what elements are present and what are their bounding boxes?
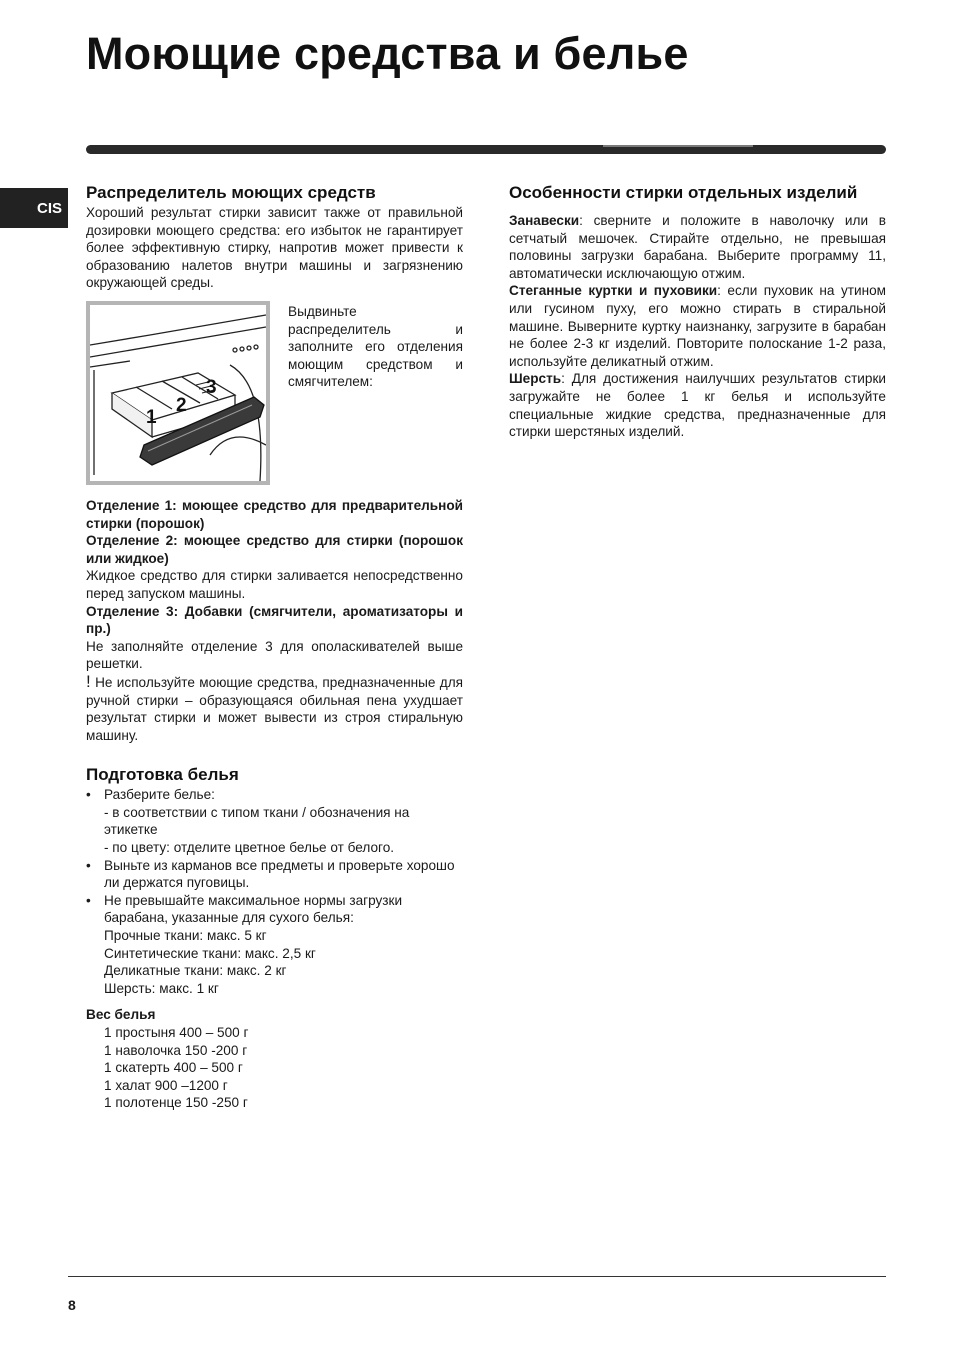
load-limit-1: Прочные ткани: макс. 5 кг: [104, 928, 267, 944]
compartment-3: Отделение 3: Добавки (смягчители, ароматизаторы и пр.): [86, 603, 463, 637]
language-tab: CIS: [0, 188, 68, 228]
load-limit-3: Деликатные ткани: макс. 2 кг: [104, 963, 287, 979]
prep-bullet-1-sub-1: - в соответствии с типом ткани / обозначения на этикетке: [104, 804, 410, 838]
compartment-3-note: Не заполняйте отделение 3 для ополаскивателей выше решетки.: [86, 638, 463, 672]
curtains-label: Занавески: [509, 213, 580, 228]
wool-label: Шерсть: [509, 371, 562, 387]
list-item: [86, 892, 463, 998]
compartment-1: Отделение 1: моющее средство для предварительной стирки (порошок): [86, 497, 463, 531]
wool-paragraph: [509, 370, 886, 440]
footer-divider: [68, 1276, 886, 1277]
prep-heading: Подготовка белья: [86, 765, 239, 785]
weight-item: 1 простыня 400 – 500 г: [104, 1025, 249, 1040]
list-item: [86, 857, 463, 892]
compartments-block: [86, 497, 463, 744]
dispenser-figure-row: [86, 301, 463, 485]
page-number: 8: [68, 1297, 76, 1313]
title-divider-highlight: [603, 145, 753, 147]
title-divider: [86, 145, 886, 154]
compartment-2: Отделение 2: моющее средство для стирки (порошок или жидкое): [86, 533, 463, 566]
wool-text: : Для достижения наилучших результатов стирки загружайте не более 1 кг белья и используйте специальные жидкие средства, предназначенные для стирки шерстяных изделий.: [509, 371, 886, 440]
prep-bullet-1-sub-2: - по цвету: отделите цветное белье от белого.: [104, 840, 395, 856]
jackets-label: Стеганные куртки и пуховики: [509, 283, 718, 299]
dispenser-figure: [86, 301, 270, 485]
detergent-warning-text: Не используйте моющие средства, предназначенные для ручной стирки – образующаяся обильная пена ухудшает результат стирки и может вывести из строя стиральную машину.: [86, 674, 463, 743]
page-title: Моющие средства и белье: [86, 28, 689, 79]
curtains-paragraph: [509, 212, 886, 282]
curtains-text: : сверните и положите в наволочку или в сетчатый мешочек. Стирайте отдельно, не превышая половины загрузки барабана. Выберите программу 11, автоматически исключающую отжим.: [509, 213, 886, 281]
right-column: [509, 182, 886, 441]
detergent-warning: [86, 673, 463, 744]
prep-bullet-1: Разберите белье:: [104, 787, 215, 803]
left-column: [86, 182, 463, 1112]
prep-list: [86, 786, 463, 997]
compartment-label-1: 1: [146, 407, 157, 428]
prep-bullet-3: Не превышайте максимальное нормы загрузки барабана, указанные для сухого белья:: [104, 892, 403, 926]
figure-caption: Выдвиньте распределитель и заполните его отделения моющим средством и смягчителем:: [288, 303, 463, 390]
detergent-drawer-illustration: [90, 305, 266, 481]
weight-title: Вес белья: [86, 1007, 156, 1023]
compartment-label-3: 3: [206, 377, 217, 398]
weight-item: 1 наволочка 150 -200 г: [104, 1042, 248, 1058]
jackets-text: : если пуховик на утином или гусином пуху, его можно стирать в стиральной машине. Выверните куртку наизнанку, загрузите в барабан не более 2-3 кг изделий. Повторите полоскание 1-2 раза, используйте деликатный отжим.: [509, 283, 886, 369]
compartment-2-note: Жидкое средство для стирки заливается непосредственно перед запуском машины.: [86, 568, 463, 601]
list-item: [86, 786, 463, 856]
warning-icon: !: [86, 671, 91, 691]
dispenser-heading: Распределитель моющих средств: [86, 183, 376, 202]
jackets-paragraph: [509, 282, 886, 370]
weight-item: 1 полотенце 150 -250 г: [104, 1095, 248, 1111]
weight-list: [86, 1024, 463, 1112]
prep-bullet-2: Выньте из карманов все предметы и проверьте хорошо ли держатся пуговицы.: [104, 857, 455, 891]
compartment-label-2: 2: [176, 395, 187, 416]
special-items-heading: Особенности стирки отдельных изделий: [509, 183, 858, 202]
load-limit-2: Синтетические ткани: макс. 2,5 кг: [104, 945, 316, 961]
weight-item: 1 халат 900 –1200 г: [104, 1077, 228, 1093]
dispenser-intro: Хороший результат стирки зависит также от правильной дозировки моющего средства: его избыток не гарантирует более эффективную стирку, напротив может привести к образованию налетов внутри машины и загрязнению окружающей среды.: [86, 205, 463, 291]
weight-item: 1 скатерть 400 – 500 г: [104, 1060, 243, 1076]
load-limit-4: Шерсть: макс. 1 кг: [104, 980, 219, 996]
